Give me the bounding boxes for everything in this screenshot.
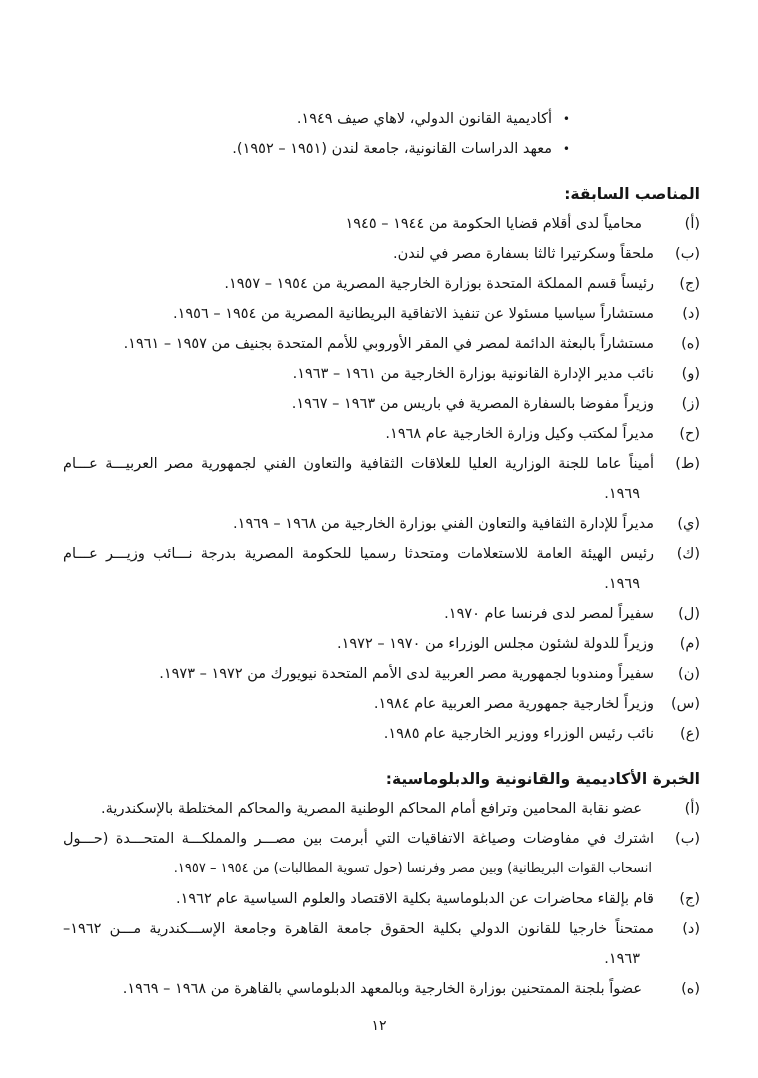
item-text: رئيساً قسم المملكة المتحدة بوزارة الخارجية المصرية من ١٩٥٤ – ١٩٥٧. [224, 276, 654, 292]
list-item [63, 269, 700, 299]
item-marker: (أ) [684, 801, 700, 817]
item-text: مستشاراً بالبعثة الدائمة لمصر في المقر الأوروبي للأمم المتحدة بجنيف من ١٩٥٧ – ١٩٦١. [123, 336, 654, 352]
item-continuation: ١٩٦٣. [604, 951, 640, 967]
list-item [63, 419, 700, 449]
item-marker: (ز) [681, 396, 700, 412]
item-marker: (ه) [681, 336, 700, 352]
list-item [63, 104, 570, 134]
item-text: سفيراً ومندوبا لجمهورية مصر العربية لدى الأمم المتحدة نيويورك من ١٩٧٢ – ١٩٧٣. [159, 666, 654, 682]
item-text: وزيراً مفوضا بالسفارة المصرية في باريس من ١٩٦٣ – ١٩٦٧. [291, 396, 654, 412]
item-text: سفيراً لمصر لدى فرنسا عام ١٩٧٠. [444, 606, 654, 622]
item-marker: (ه) [681, 981, 700, 997]
list-item [63, 599, 700, 629]
list-item [63, 974, 700, 1004]
item-text: وزيراً للدولة لشئون مجلس الوزراء من ١٩٧٠ – ١٩٧٢. [336, 636, 654, 652]
list-item [63, 329, 700, 359]
list-item [63, 689, 700, 719]
item-marker: (م) [679, 636, 700, 652]
item-text: ملحقاً وسكرتيرا ثالثا بسفارة مصر في لندن. [393, 246, 654, 262]
item-text: وزيراً لخارجية جمهورية مصر العربية عام ١٩٨٤. [373, 696, 654, 712]
item-marker: (ل) [678, 606, 700, 622]
item-marker: (ك) [676, 546, 700, 562]
item-marker: (س) [670, 696, 700, 712]
list-item [63, 539, 700, 599]
list-item [63, 209, 700, 239]
list-item [63, 794, 700, 824]
list-item [63, 134, 570, 164]
item-text [63, 539, 654, 599]
item-text [63, 824, 654, 884]
list-item [63, 389, 700, 419]
item-marker: (ي) [677, 516, 700, 532]
item-marker: (ط) [675, 456, 700, 472]
item-text: نائب مدير الإدارة القانونية بوزارة الخارجية من ١٩٦١ – ١٩٦٣. [292, 366, 654, 382]
list-item [63, 914, 700, 974]
list-item [63, 239, 700, 269]
item-text-line: اشترك في مفاوضات وصياغة الاتفاقيات التي أبرمت بين مصـــر والمملكـــة المتحـــدة (حـــول [63, 831, 654, 847]
item-text-line: ممتحناً خارجيا للقانون الدولي بكلية الحقوق جامعة القاهرة وجامعة الإســـكندرية مـــن ١٩٦٢– [63, 921, 654, 937]
item-text-line: رئيس الهيئة العامة للاستعلامات ومتحدثا رسميا للحكومة المصرية بدرجة نـــائب وزيـــر عـــام [63, 546, 654, 562]
item-continuation: ١٩٦٩. [604, 576, 640, 592]
item-text: قام بإلقاء محاضرات عن الدبلوماسية بكلية الاقتصاد والعلوم السياسية عام ١٩٦٢. [175, 891, 654, 907]
item-continuation: انسحاب القوات البريطانية) وبين مصر وفرنسا (حول تسوية المطالبات) من ١٩٥٤ – ١٩٥٧. [173, 861, 652, 876]
item-marker: (ع) [680, 726, 700, 742]
item-continuation: ١٩٦٩. [604, 486, 640, 502]
item-text: مديراً لمكتب وكيل وزارة الخارجية عام ١٩٦٨. [385, 426, 654, 442]
list-item [63, 659, 700, 689]
item-marker: (أ) [684, 216, 700, 232]
item-text: عضواً بلجنة الممتحنين بوزارة الخارجية وبالمعهد الدبلوماسي بالقاهرة من ١٩٦٨ – ١٩٦٩. [122, 981, 642, 997]
bullet-icon: • [562, 142, 570, 156]
item-marker: (د) [682, 306, 700, 322]
item-marker: (د) [682, 921, 700, 937]
item-marker: (ج) [679, 276, 700, 292]
list-item [63, 359, 700, 389]
item-marker: (ن) [678, 666, 700, 682]
item-marker: (ب) [675, 831, 700, 847]
item-marker: (ب) [675, 246, 700, 262]
list-item [63, 509, 700, 539]
item-marker: (ح) [679, 426, 700, 442]
list-item [63, 824, 700, 884]
item-text: محامياً لدى أقلام قضايا الحكومة من ١٩٤٤ – ١٩٤٥ [345, 216, 642, 232]
item-text [63, 914, 654, 974]
item-text [63, 449, 654, 509]
list-item [63, 299, 700, 329]
item-marker: (و) [681, 366, 700, 382]
list-item [63, 449, 700, 509]
page-number: ١٢ [371, 1018, 387, 1034]
bullet-text: معهد الدراسات القانونية، جامعة لندن (١٩٥١ – ١٩٥٢). [232, 141, 552, 157]
item-text: عضو نقابة المحامين وترافع أمام المحاكم الوطنية المصرية والمحاكم المختلطة بالإسكندرية. [101, 801, 642, 817]
list-item [63, 719, 700, 749]
section-title-academic-experience: الخبرة الأكاديمية والقانونية والدبلوماسية: [385, 770, 700, 788]
section-title-previous-positions: المناصب السابقة: [564, 185, 700, 203]
bullet-icon: • [562, 112, 570, 126]
intro-bullet-list [63, 104, 700, 164]
list-item [63, 629, 700, 659]
item-marker: (ج) [679, 891, 700, 907]
bullet-text: أكاديمية القانون الدولي، لاهاي صيف ١٩٤٩. [296, 111, 552, 127]
item-text-line: أميناً عاما للجنة الوزارية العليا للعلاقات الثقافية والتعاون الفني لجمهورية مصر العربيـــة عـــام [63, 456, 654, 472]
item-text: مديراً للإدارة الثقافية والتعاون الفني بوزارة الخارجية من ١٩٦٨ – ١٩٦٩. [233, 516, 654, 532]
item-text: مستشاراً سياسيا مسئولا عن تنفيذ الاتفاقية البريطانية المصرية من ١٩٥٤ – ١٩٥٦. [172, 306, 654, 322]
academic-experience-list [63, 794, 700, 1004]
previous-positions-list [63, 209, 700, 749]
list-item [63, 884, 700, 914]
item-text: نائب رئيس الوزراء ووزير الخارجية عام ١٩٨٥. [383, 726, 654, 742]
